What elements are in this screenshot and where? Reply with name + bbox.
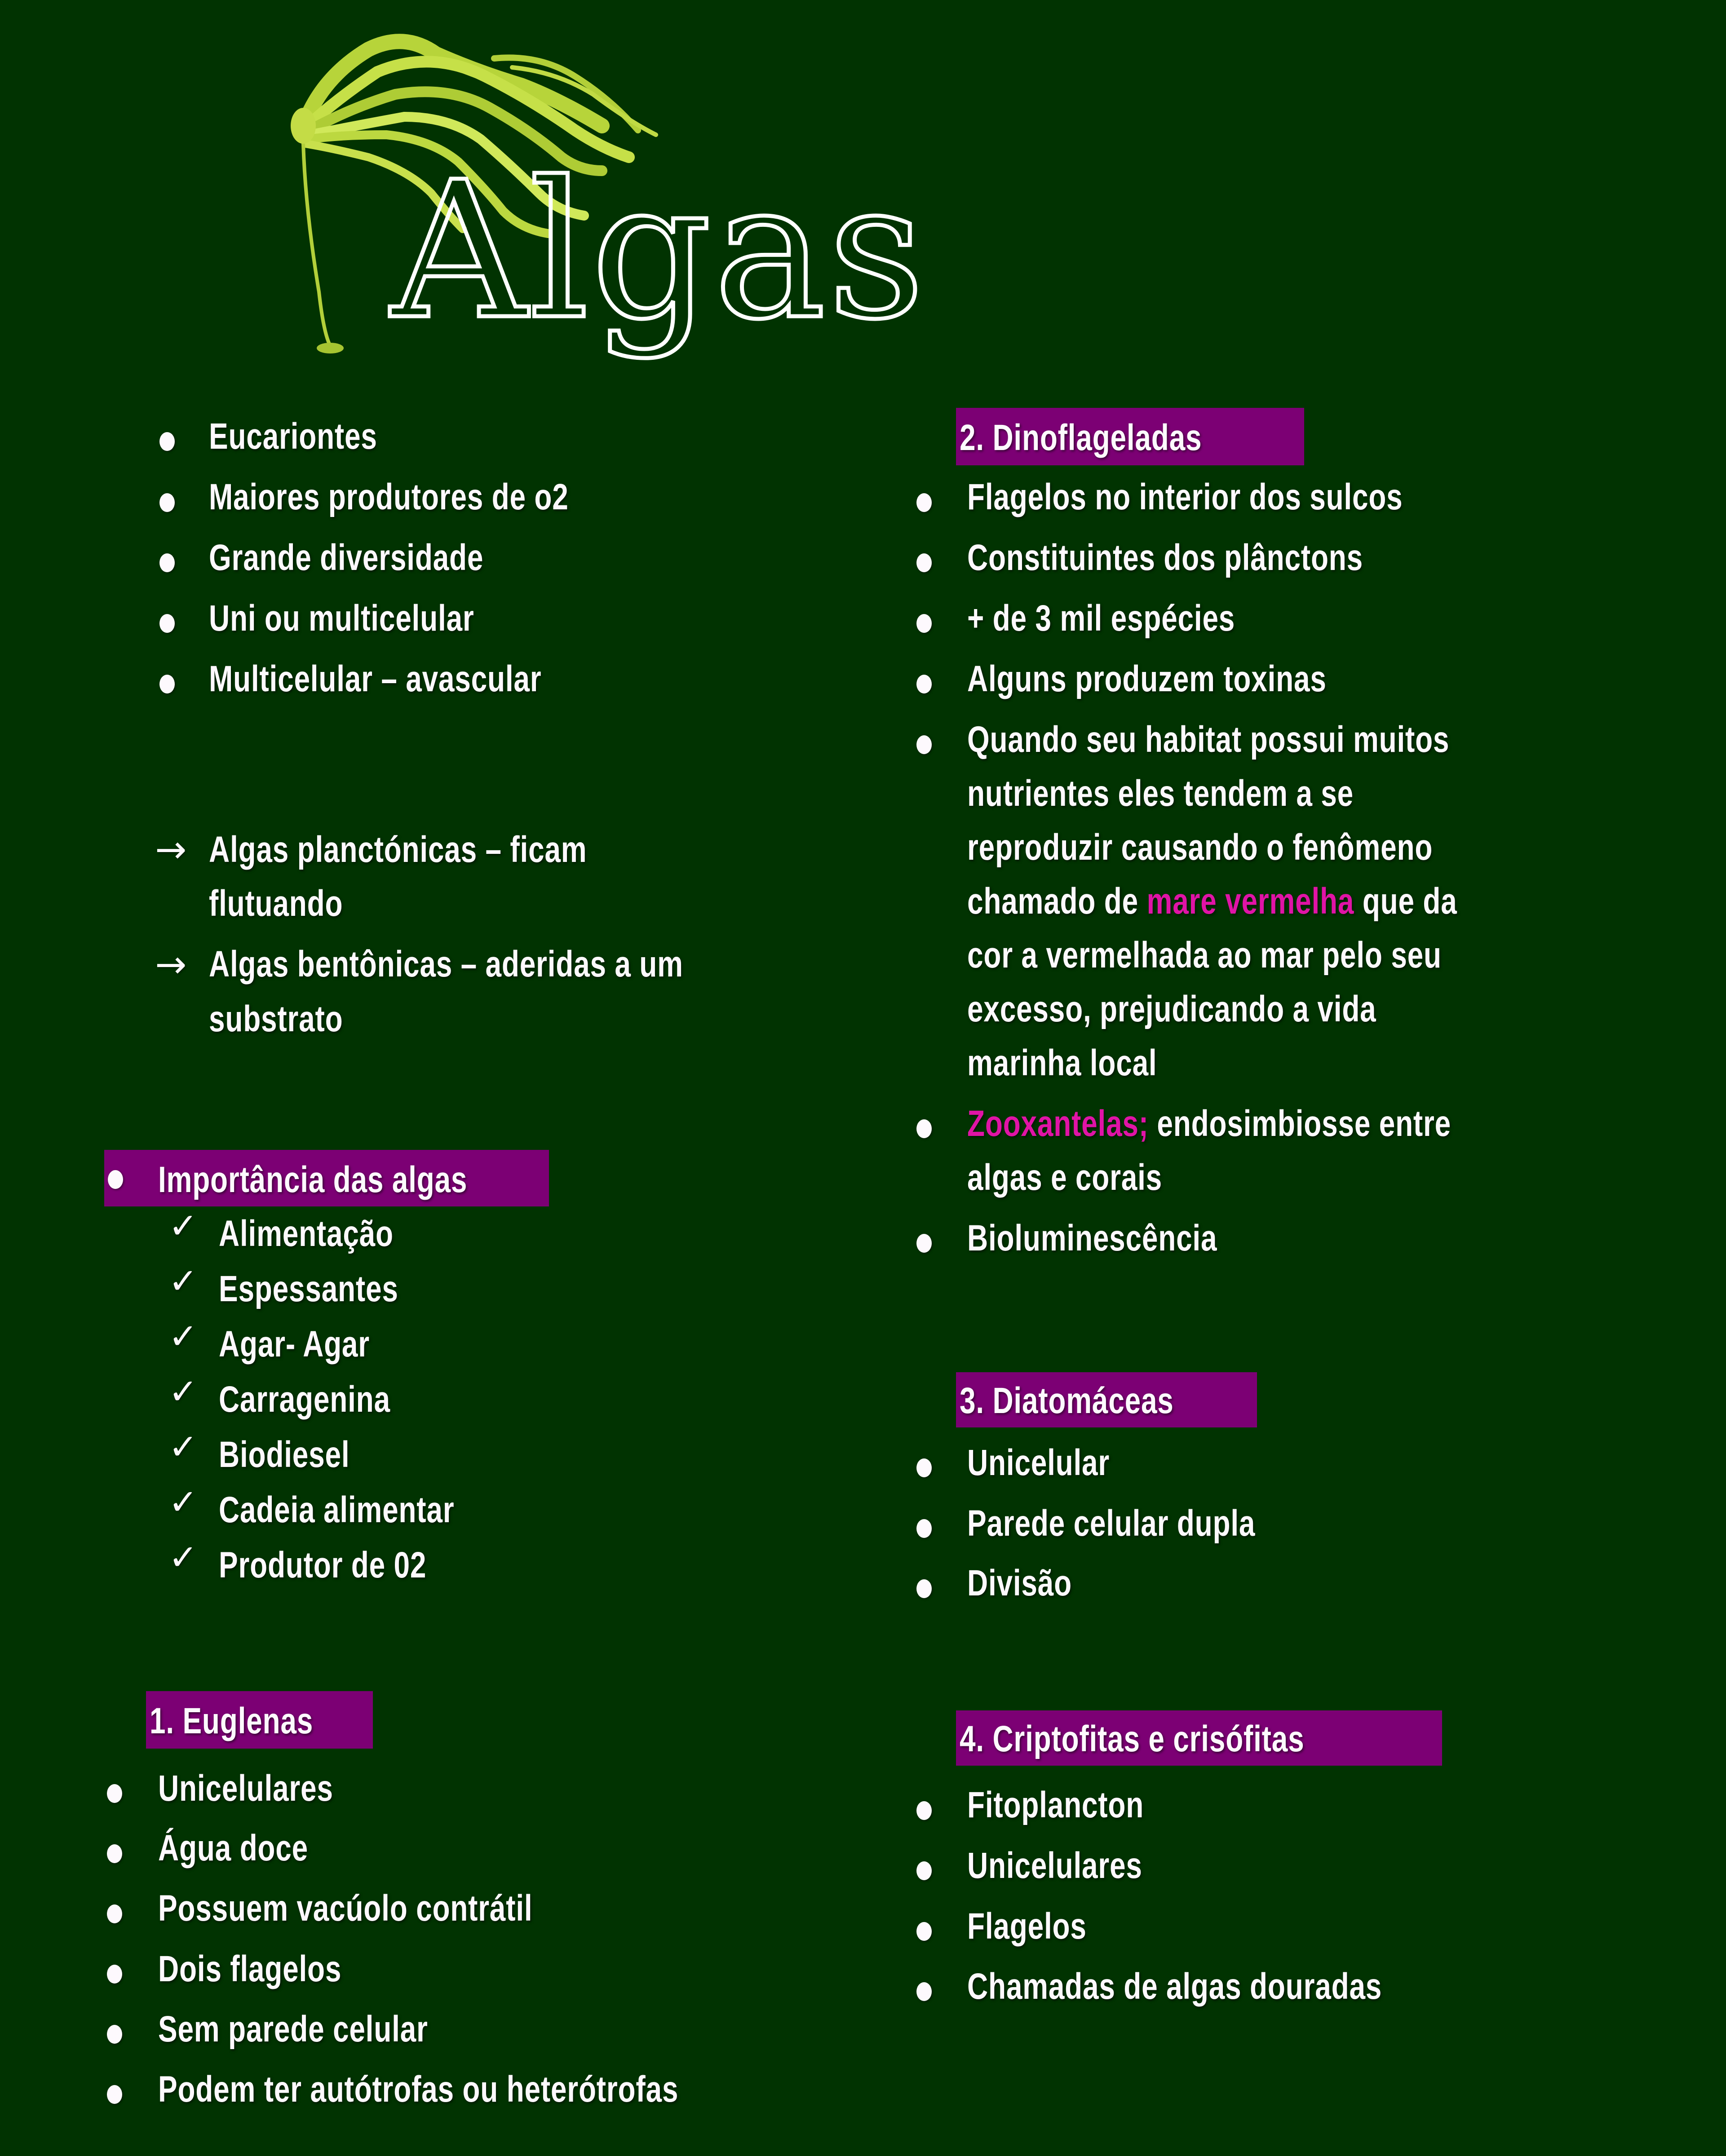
list-item-continuation [967,880,1457,923]
bullet-icon [916,1519,932,1538]
section-heading: 2. Dinoflageladas [960,417,1202,458]
list-item: Unicelular [967,1442,1110,1483]
list-item: Constituintes dos plânctons [967,537,1363,578]
list-item: Dois flagelos [158,1948,342,1989]
list-item: Chamadas de algas douradas [967,1966,1382,2007]
text-segment: chamado de [967,881,1147,922]
checkmark-icon: ✓ [168,1261,198,1302]
bullet-icon [916,614,932,633]
list-item-continuation: substrato [209,998,343,1039]
section-heading: Importância das algas [158,1159,468,1200]
list-item: Multicelular – avascular [209,658,542,699]
bullet-icon [107,1844,122,1863]
list-item-continuation: flutuando [209,883,343,924]
list-item: Agar- Agar [219,1324,370,1365]
bullet-icon [159,614,175,633]
list-item: Flagelos [967,1906,1087,1947]
list-item-continuation: marinha local [967,1043,1157,1083]
checkmark-icon: ✓ [168,1372,198,1412]
bullet-icon [108,1170,123,1189]
list-item: Algas bentônicas – aderidas a um [209,944,683,985]
list-item-continuation: cor a vermelhada ao mar pelo seu [967,935,1442,976]
list-item: Possuem vacúolo contrátil [158,1888,533,1929]
bullet-icon [916,1861,932,1880]
bullet-icon [916,1982,932,2001]
highlighted-term: mare vermelha [1146,881,1354,922]
checkmark-icon: ✓ [168,1317,198,1357]
bullet-icon [916,493,932,512]
list-item: Alimentação [219,1213,394,1254]
list-item: Podem ter autótrofas ou heterótrofas [158,2069,679,2110]
section-heading: 4. Criptofitas e crisófitas [960,1719,1305,1759]
list-item: + de 3 mil espécies [967,598,1235,639]
bullet-icon [916,735,932,754]
bullet-icon [159,675,175,694]
checkmark-icon: ✓ [168,1206,198,1246]
bullet-icon [107,1784,122,1803]
list-item: Divisão [967,1563,1072,1604]
list-item: Cadeia alimentar [219,1489,455,1530]
bullet-icon [916,675,932,694]
bullet-icon [916,1119,932,1138]
list-item: Eucariontes [209,416,377,457]
list-item-continuation: nutrientes eles tendem a se [967,773,1354,814]
bullet-icon [916,1801,932,1820]
list-item: Biodiesel [219,1434,350,1475]
text-segment: endosimbiosse entre [1148,1103,1452,1144]
bullet-icon [916,1234,932,1253]
checkmark-icon: ✓ [168,1537,198,1578]
list-item: Unicelulares [967,1845,1142,1886]
bullet-icon [916,1579,932,1598]
list-item: Fitoplancton [967,1785,1144,1825]
title-block [288,22,927,382]
list-item: Quando seu habitat possui muitos [967,719,1450,760]
list-item: Parede celular dupla [967,1503,1256,1544]
bullet-icon [107,2085,122,2104]
bullet-icon [916,1458,932,1477]
list-item: Carragenina [219,1379,390,1420]
arrow-right-icon: → [155,827,187,871]
section-heading: 3. Diatomáceas [960,1380,1174,1421]
list-item: Grande diversidade [209,537,484,578]
checkmark-icon: ✓ [168,1427,198,1467]
list-item: Flagelos no interior dos sulcos [967,477,1403,517]
bullet-icon [916,553,932,572]
list-item: Espessantes [219,1268,398,1309]
section-heading: 1. Euglenas [150,1701,314,1741]
list-item: Água doce [158,1828,308,1869]
bullet-icon [107,2025,122,2044]
list-item-continuation: reproduzir causando o fenômeno [967,827,1433,868]
list-item: Uni ou multicelular [209,598,474,639]
list-item: Produtor de 02 [219,1545,427,1586]
bullet-icon [107,1965,122,1984]
page-title: Algas [391,141,927,361]
list-item-continuation: excesso, prejudicando a vida [967,989,1376,1029]
bullet-icon [159,553,175,572]
list-item-continuation: algas e corais [967,1157,1163,1198]
checkmark-icon: ✓ [168,1482,198,1523]
highlighted-term: Zooxantelas; [967,1103,1149,1144]
list-item: Alguns produzem toxinas [967,658,1327,699]
list-item: Bioluminescência [967,1218,1217,1259]
list-item: Sem parede celular [158,2009,428,2050]
arrow-right-icon: → [155,942,187,986]
list-item: Algas planctónicas – ficam [209,829,587,870]
bullet-icon [159,432,175,451]
text-segment: que da [1354,881,1457,922]
list-item [967,1103,1451,1145]
list-item: Unicelulares [158,1768,333,1809]
bullet-icon [107,1904,122,1923]
list-item: Maiores produtores de o2 [209,477,569,517]
bullet-icon [159,493,175,512]
bullet-icon [916,1922,932,1941]
